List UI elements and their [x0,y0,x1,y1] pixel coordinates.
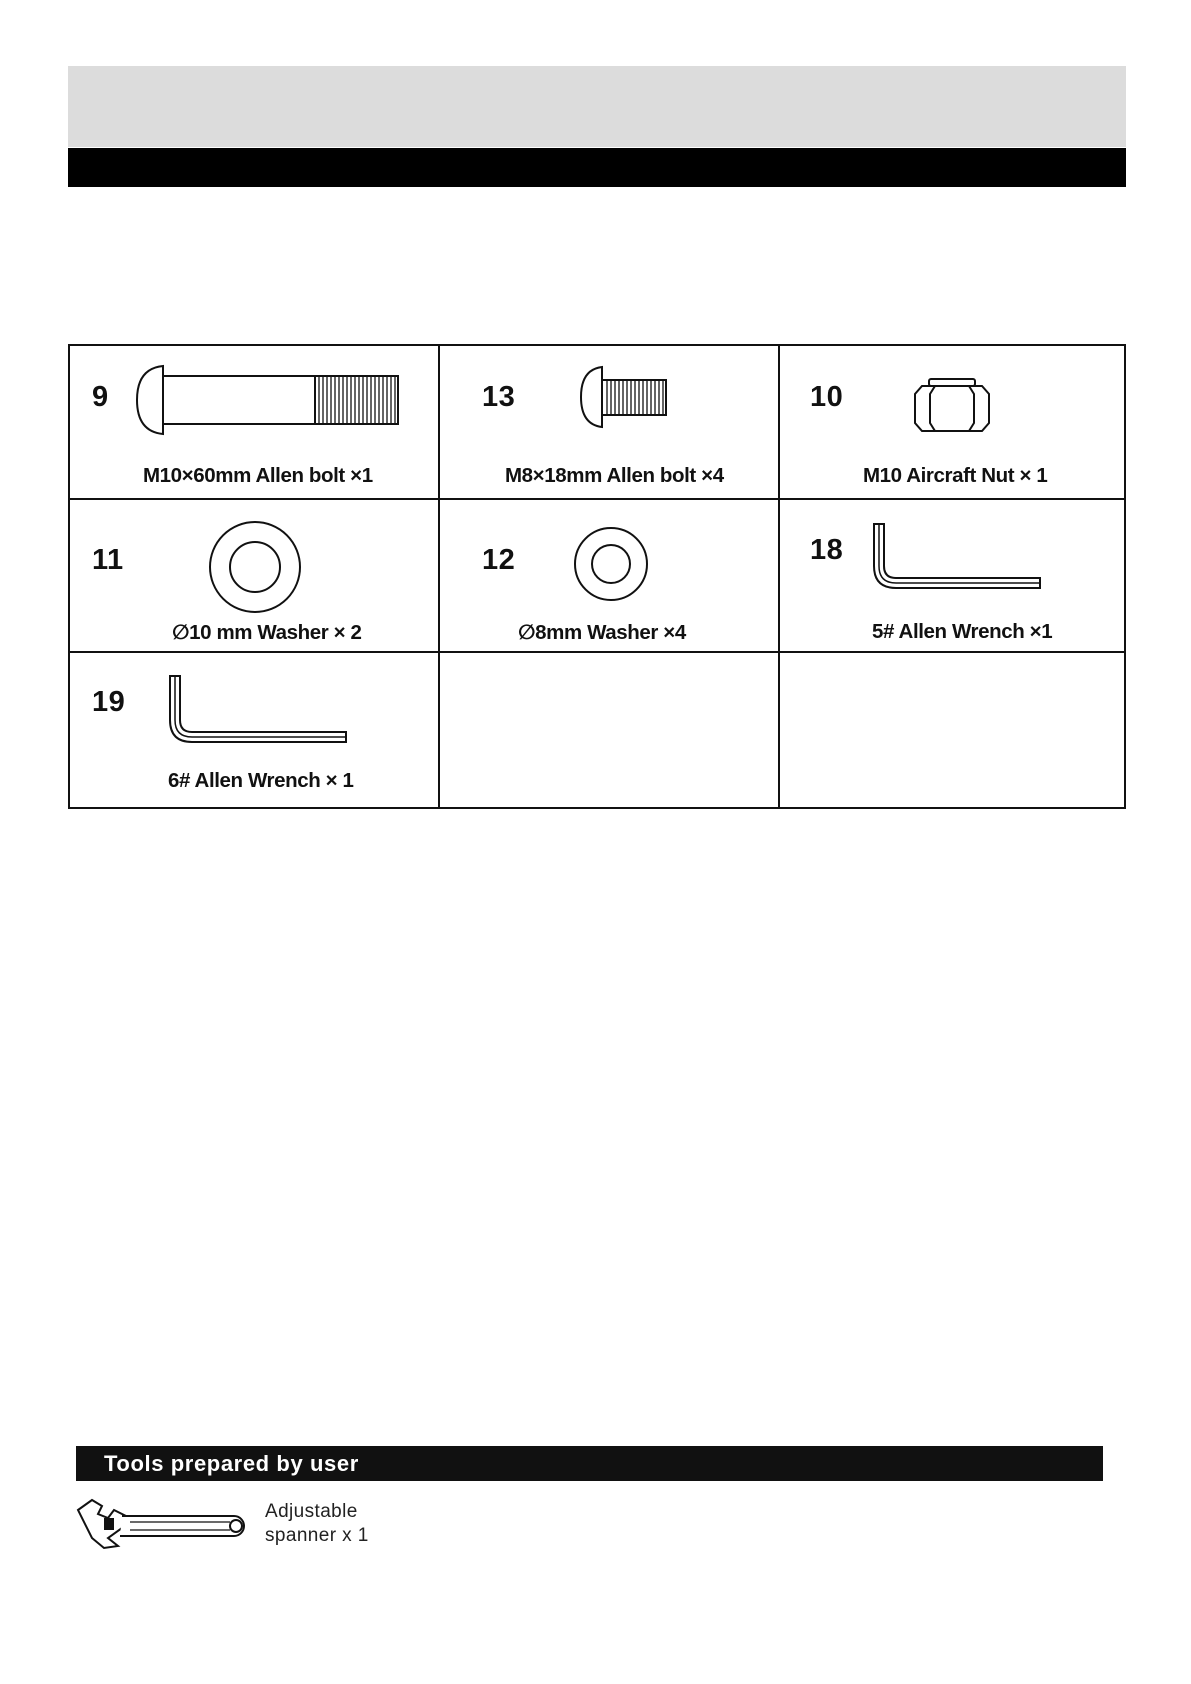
part-cell-19 [70,653,440,807]
part-label: M10×60mm Allen bolt ×1 [143,464,373,487]
part-cell-9 [70,346,440,500]
part-label: ∅8mm Washer ×4 [518,620,686,644]
part-number: 10 [810,381,844,413]
washer-small-icon [573,526,649,602]
part-number: 19 [92,686,126,719]
header-gray-band [68,66,1126,147]
adjustable-spanner-icon [74,1494,252,1550]
part-cell-11 [70,500,440,654]
part-number: 13 [482,381,516,413]
part-number: 18 [810,533,844,566]
allen-bolt-long-icon [136,362,416,438]
tool-label [265,1500,369,1548]
header-black-band [68,148,1126,187]
part-number: 9 [92,381,109,413]
allen-wrench-icon [168,674,348,744]
aircraft-nut-icon [913,378,991,433]
allen-bolt-short-icon [580,363,676,433]
washer-large-icon [208,520,302,614]
allen-wrench-icon [872,522,1042,590]
empty-cell [780,653,1124,807]
part-label: 5# Allen Wrench ×1 [872,619,1053,643]
part-label: 6# Allen Wrench × 1 [168,769,354,793]
parts-table [68,344,1126,809]
part-cell-10 [780,346,1124,500]
part-cell-12 [440,500,780,654]
part-number: 11 [92,543,124,576]
part-cell-13 [440,346,780,500]
tools-section-title: Tools prepared by user [76,1446,1103,1481]
tool-label-line2: spanner x 1 [265,1525,369,1546]
part-label: M10 Aircraft Nut × 1 [863,464,1048,487]
empty-cell [440,653,780,807]
part-label: M8×18mm Allen bolt ×4 [505,464,724,487]
part-label: ∅10 mm Washer × 2 [172,620,362,644]
part-cell-18 [780,500,1124,654]
part-number: 12 [482,543,516,576]
tool-label-line1: Adjustable [265,1501,358,1522]
